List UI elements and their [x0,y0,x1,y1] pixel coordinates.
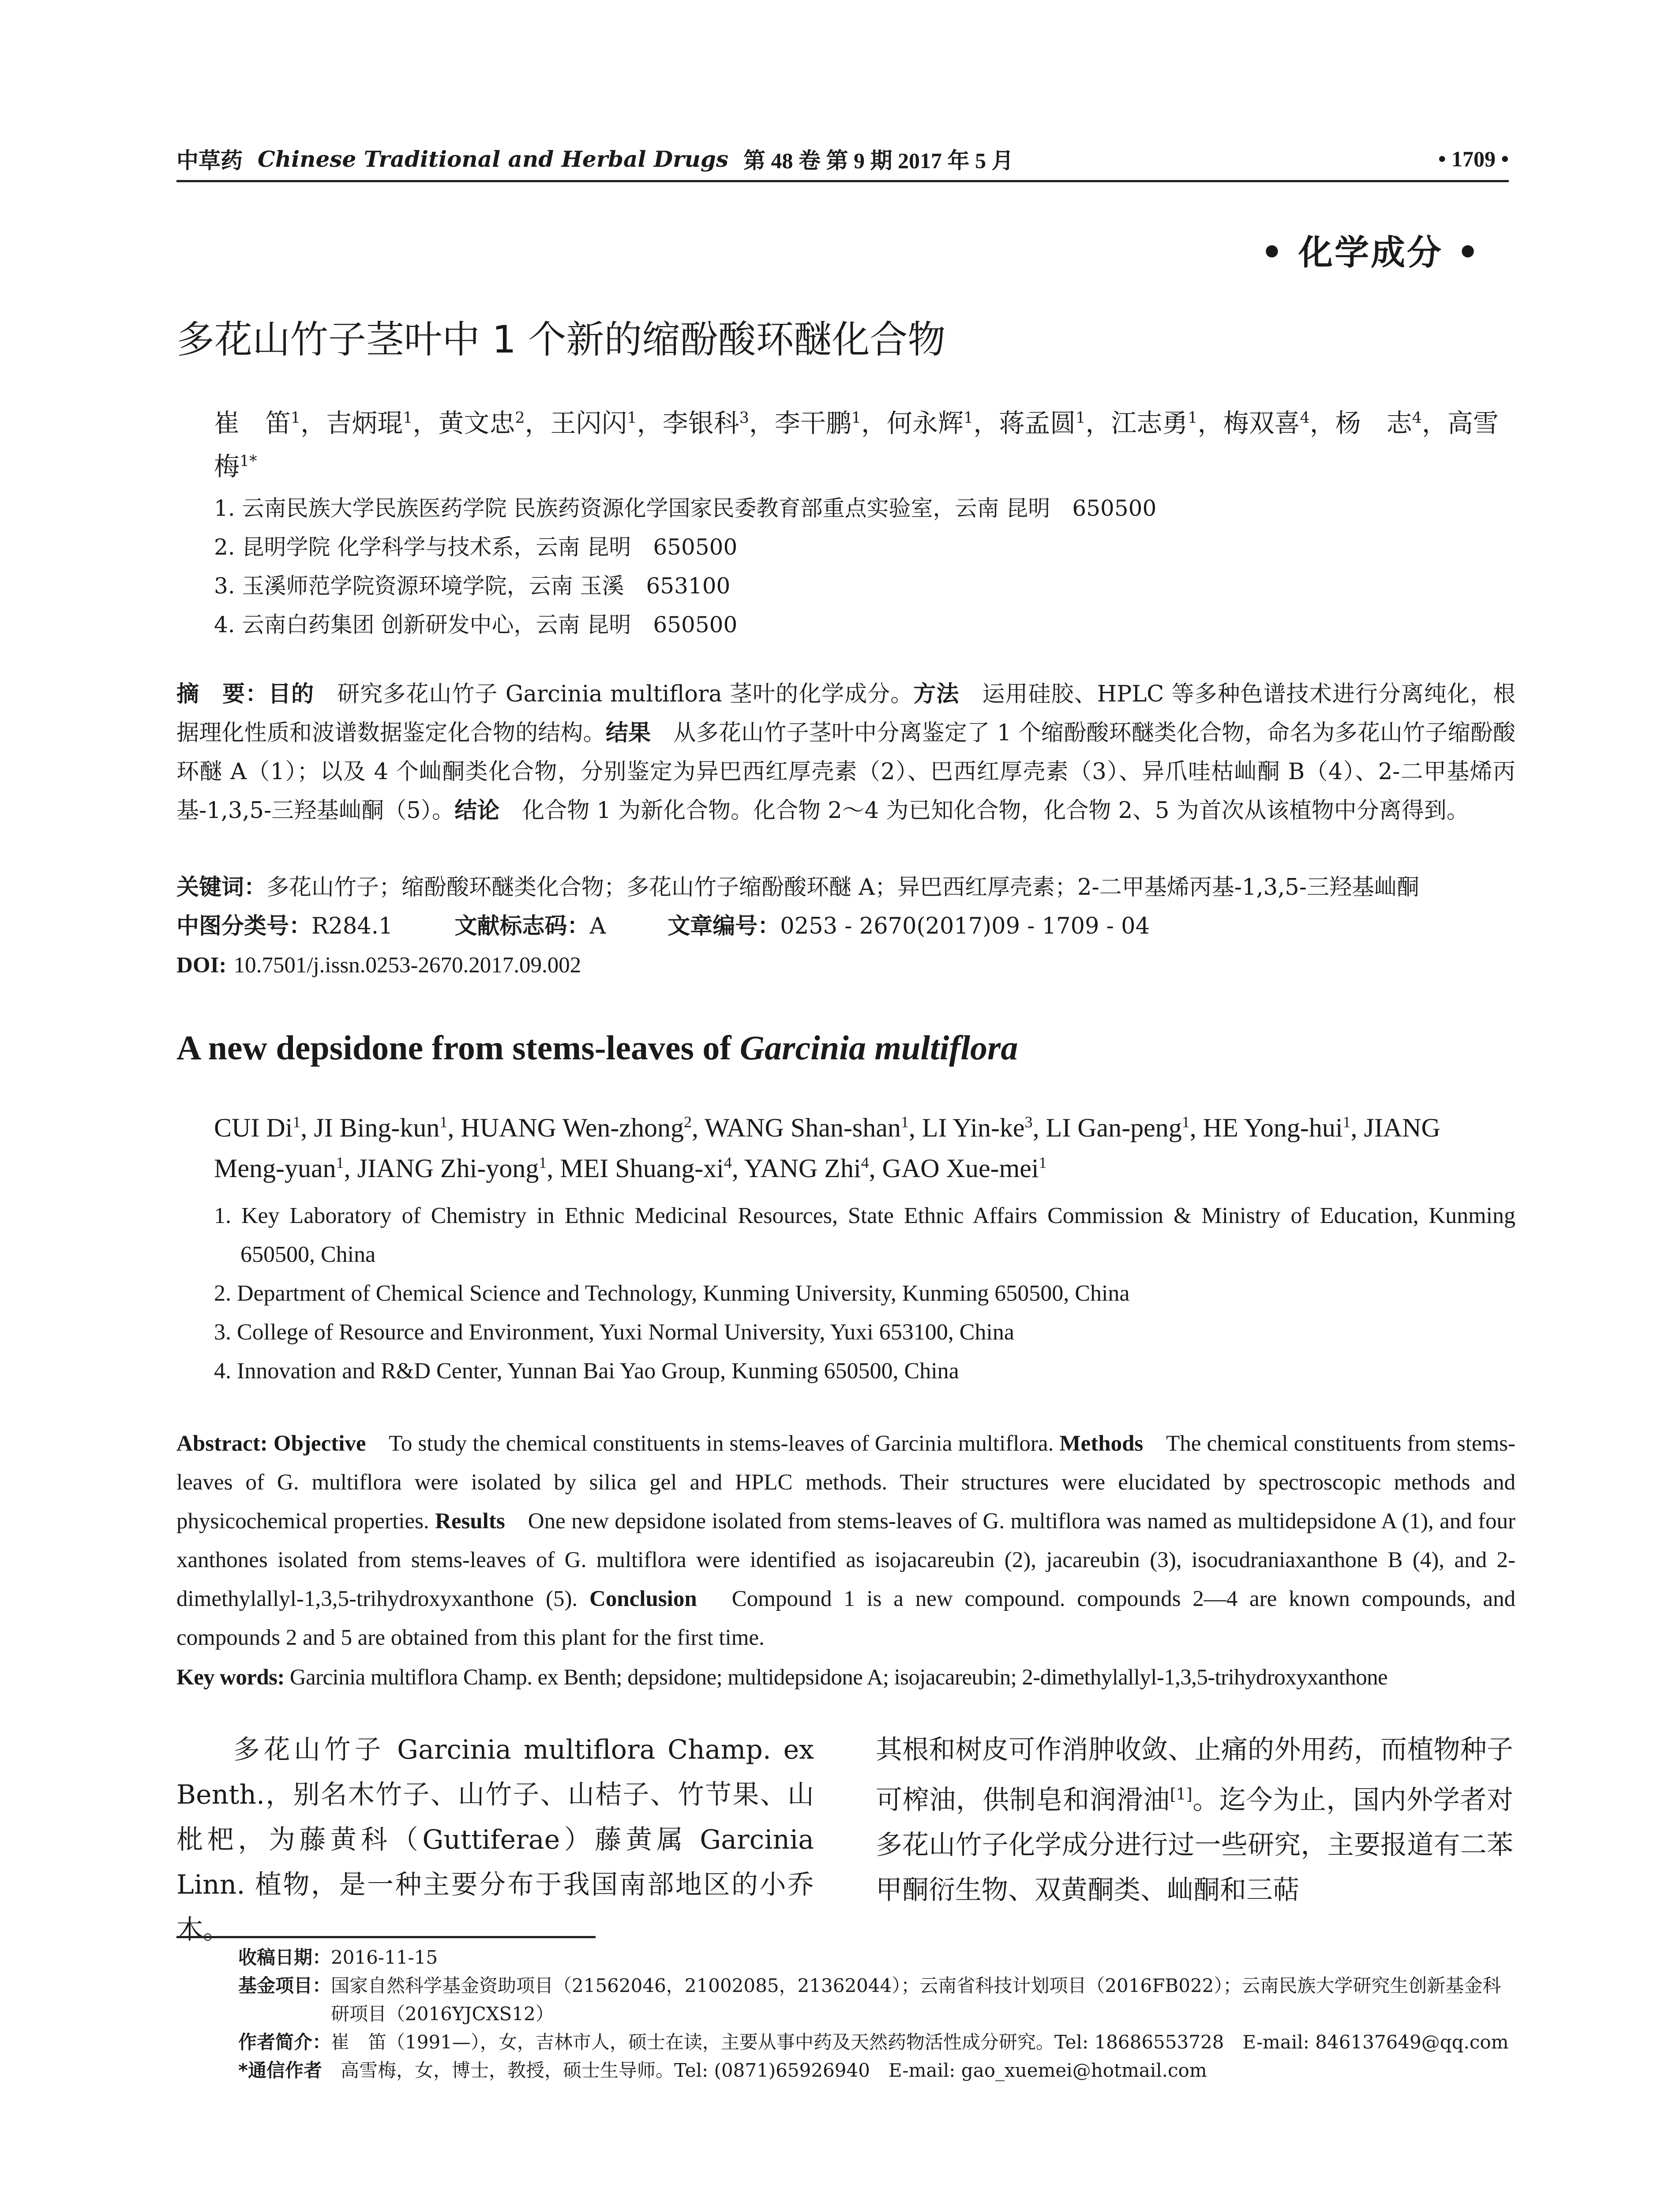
issue-info: 第 48 卷 第 9 期 2017 年 5 月 [743,148,1014,173]
objective-label: 目的 [268,681,315,707]
author-name: 杨 志 [1335,408,1412,438]
doc-code-value: A [589,913,606,939]
author-name: 高雪梅 [214,408,1499,481]
chinese-affiliations [214,489,1515,644]
clc-value: R284.1 [311,913,393,939]
en-keywords-value: Garcinia multiflora Champ. ex Benth; depsidone; multidepsidone A; isojacareubin; 2-dimethylallyl-1,3,5-trihydroxyxanthone [284,1665,1388,1690]
objective-text: 研究多花山竹子 Garcinia multiflora 茎叶的化学成分。 [314,681,914,707]
author-name: 吉炳琨 [326,408,403,438]
author-affiliation-mark: 4 [1412,409,1422,427]
body-text-right-cont: 。迄今为止，国内外学者对多花山竹子化学成分进行过一些研究，主要报道有二苯甲酮衍生物、双黄酮类、屾酮和三萜 [876,1785,1514,1906]
doi-value: 10.7501/j.issn.0253-2670.2017.09.002 [233,953,581,978]
author-affiliation-mark: 1 [900,1113,909,1131]
english-affiliation: 4. Innovation and R&D Center, Yunnan Bai Yao Group, Kunming 650500, China [214,1358,959,1384]
article-number-value: 0253 - 2670(2017)09 - 1709 - 04 [780,913,1150,939]
author-affiliation-mark: 1 [403,409,413,427]
author-name: 王闪闪 [550,408,627,438]
author-name: 崔 笛 [214,408,291,438]
chinese-meta [176,868,1515,985]
body-text-right: 其根和树皮可作消肿收敛、止痛的外用药，而植物种子可榨油，供制皂和润滑油 [876,1734,1513,1816]
author-affiliation-mark: 1 [1076,409,1086,427]
author-affiliation-mark: 1 [851,409,862,427]
body-text-left: 多花山竹子 Garcinia multiflora Champ. ex Benth.，别名木竹子、山竹子、山桔子、竹节果、山枇杷，为藤黄科（Guttiferae）藤黄属 Garcinia Linn. 植物，是一种主要分布于我国南部地区的小乔木。 [176,1734,814,1945]
english-title-text: A new depsidone from stems-leaves of [176,1028,740,1067]
classification-line [176,907,1515,946]
en-conclusion-label: Conclusion [589,1587,697,1611]
author-name: HE Yong-hui [1203,1113,1343,1142]
author-name: 李干鹏 [774,408,851,438]
en-results-label: Results [435,1509,505,1534]
english-title-species: Garcinia multiflora [739,1028,1018,1067]
body-column-left [176,1727,814,1952]
footnote-label: 收稿日期： [238,1947,331,1968]
footnote-label: 基金项目： [238,1975,331,1996]
running-header [176,138,1509,182]
en-abstract-label: Abstract: Objective [176,1431,366,1456]
chinese-affiliation: 2. 昆明学院 化学科学与技术系，云南 昆明 650500 [214,534,738,560]
reference-citation: [1] [1170,1786,1192,1804]
author-affiliation-mark: 1 [627,409,637,427]
author-name: 梅双喜 [1223,408,1300,438]
footnote-corresponding [238,2056,1518,2085]
author-name: YANG Zhi [744,1154,861,1183]
author-affiliation-mark: 1 [1039,1154,1047,1171]
footnote-value: 崔 笛（1991—），女，吉林市人，硕士在读，主要从事中药及天然药物活性成分研究。Tel: 18686553728 E-mail: 846137649@qq.com [331,2031,1509,2053]
author-affiliation-mark: 4 [724,1154,732,1171]
english-affiliations [214,1197,1515,1391]
doi-label: DOI: [176,953,227,978]
author-affiliation-mark: 3 [1024,1113,1033,1131]
author-affiliation-mark: 1 [336,1154,344,1171]
author-name: 蒋孟圆 [999,408,1076,438]
page-number: • 1709 • [1438,146,1509,171]
footnote-value: 国家自然科学基金资助项目（21562046，21002085，21362044）；云南省科技计划项目（2016FB022）；云南民族大学研究生创新基金科研项目（2016YJCXS12） [331,1975,1501,2025]
author-affiliation-mark: 1 [1188,409,1198,427]
english-affiliation: 3. College of Resource and Environment, Yuxi Normal University, Yuxi 653100, China [214,1320,1014,1345]
en-methods-label: Methods [1059,1431,1144,1456]
footnotes [238,1943,1518,2085]
author-affiliation-mark: 4 [861,1154,869,1171]
author-name: 黄文忠 [438,408,515,438]
author-affiliation-mark: 2 [515,409,525,427]
author-name: WANG Shan-shan [704,1113,901,1142]
chinese-abstract [176,675,1515,830]
author-name: 何永辉 [887,408,964,438]
en-keywords-label: Key words: [176,1665,285,1690]
results-label: 结果 [605,720,651,746]
keywords-label: 关键词： [176,874,267,900]
author-name: JI Bing-kun [314,1113,440,1142]
author-affiliation-mark: 1 [539,1154,547,1171]
author-name: 江志勇 [1111,408,1188,438]
author-affiliation-mark: 3 [739,409,749,427]
chinese-affiliation: 1. 云南民族大学民族医药学院 民族药资源化学国家民委教育部重点实验室，云南 昆明 650500 [214,495,1157,521]
chinese-affiliation: 3. 玉溪师范学院资源环境学院，云南 玉溪 653100 [214,573,731,599]
journal-en-name: Chinese Traditional and Herbal Drugs [258,146,728,172]
chinese-author-list: 崔 笛$^1$，吉炳琨$^1$，黄文忠$^2$，王闪闪$^1$，李银科$^3$，李干鹏$^1$，何永辉$^1$，蒋孟圆$^1$，江志勇$^1$，梅双喜$^4$，杨 志$^4$，高雪梅$^{1*}$ [214,408,1499,481]
footnote-received [238,1943,1518,1972]
methods-label: 方法 [913,681,960,707]
author-name: CUI Di [214,1113,293,1142]
footnote-funding [238,1972,1518,2028]
english-title [176,1028,1018,1068]
footnote-rule [176,1936,596,1938]
author-name: 李银科 [662,408,739,438]
doc-code-label: 文献标志码： [454,913,590,939]
author-affiliation-mark: 1 [964,409,974,427]
running-header-left [176,143,1013,175]
en-conclusion-text: Compound 1 is a new compound. compounds 2—4 are known compounds, and compounds 2 and 5 are obtained from this plant for the first time. [176,1587,1515,1650]
results-text: 从多花山竹子茎叶中分离鉴定了 1 个缩酚酸环醚类化合物，命名为多花山竹子缩酚酸环醚 A（1）；以及 4 个屾酮类化合物，分别鉴定为异巴西红厚壳素（2）、巴西红厚壳素（3）、异爪哇枯屾酮 B（4）、2-二甲基烯丙基-1,3,5-三羟基屾酮（5）。 [176,720,1515,824]
conclusion-label: 结论 [454,798,500,824]
english-author-list: CUI Di$^1$, JI Bing-kun$^1$, HUANG Wen-zhong$^2$, WANG Shan-shan$^1$, LI Yin-$ke^3$, LI Gan-peng$^1$, HE Yong-hui$^1$, JIANG Meng-yuan$^1$, JIANG Zhi-yong$^1$, MEI Shuang-$xi^4$, YANG Zhi$^4$, GAO Xue-mei$^1$ [214,1113,1440,1183]
author-affiliation-mark: 1 [291,409,301,427]
journal-cn-name: 中草药 [176,148,243,173]
author-affiliation-mark: 4 [1300,409,1310,427]
body-column-right [876,1727,1513,1913]
author-affiliation-mark: 2 [683,1113,692,1131]
section-tag: • 化学成分 • [1260,233,1481,273]
en-results-text: One new depsidone isolated from stems-leaves of G. multiflora was named as multidepsidone A (1), and four xanthones isolated from stems-leaves of G. multiflora were identified as isojacareubin (2), jacareubin (3), isocudraniaxanthone B (4), and 2-dimethylallyl-1,3,5-trihydroxyxanthone (5). [176,1509,1515,1611]
chinese-title: 多花山竹子茎叶中 1 个新的缩酚酸环醚化合物 [176,318,946,362]
author-affiliation-mark: 1 [1342,1113,1351,1131]
abstract-label: 摘 要： [176,681,269,707]
author-affiliation-mark: 1 [1181,1113,1190,1131]
en-objective-text: To study the chemical constituents in stems-leaves of Garcinia multiflora. [366,1431,1054,1456]
english-affiliation: 2. Department of Chemical Science and Technology, Kunming University, Kunming 650500, China [214,1281,1130,1306]
author-name: MEI Shuang-xi [560,1154,724,1183]
keywords-line [176,868,1515,907]
author-name: GAO Xue-mei [882,1154,1039,1183]
clc-label: 中图分类号： [176,913,312,939]
footnote-label: *通信作者 [238,2060,322,2081]
doi-line [176,946,1515,985]
author-affiliation-mark: 1* [240,452,257,470]
author-name: JIANG Meng-yuan [214,1113,1440,1183]
en-methods-text: The chemical constituents from stems-leaves of G. multiflora were isolated by silica gel and HPLC methods. Their structures were elucidated by spectroscopic methods and physicochemical properties. [176,1431,1515,1534]
english-keywords [176,1658,1544,1697]
author-affiliation-mark: 1 [439,1113,448,1131]
author-name: LI Yin-ke [922,1113,1025,1142]
chinese-affiliation: 4. 云南白药集团 创新研发中心，云南 昆明 650500 [214,612,738,638]
methods-text: 运用硅胶、HPLC 等多种色谱技术进行分离纯化，根据理化性质和波谱数据鉴定化合物的结构。 [176,681,1515,746]
article-number-label: 文章编号： [668,913,780,939]
footnote-value: 2016-11-15 [331,1947,438,1968]
footnote-label: 作者简介： [238,2031,331,2053]
footnote-author-bio [238,2028,1518,2056]
english-affiliation: 1. Key Laboratory of Chemistry in Ethnic Medicinal Resources, State Ethnic Affairs Commission & Ministry of Education, Kunming 650500, China [214,1203,1515,1267]
author-name: JIANG Zhi-yong [357,1154,539,1183]
author-name: LI Gan-peng [1046,1113,1182,1142]
english-abstract [176,1424,1515,1657]
keywords-value: 多花山竹子；缩酚酸环醚类化合物；多花山竹子缩酚酸环醚 A；异巴西红厚壳素；2-二甲基烯丙基-1,3,5-三羟基屾酮 [266,874,1419,900]
footnote-value: 高雪梅，女，博士，教授，硕士生导师。Tel: (0871)65926940 E-mail: gao_xuemei@hotmail.com [322,2060,1207,2081]
author-affiliation-mark: 1 [292,1113,301,1131]
conclusion-text: 化合物 1 为新化合物。化合物 2～4 为已知化合物，化合物 2、5 为首次从该植物中分离得到。 [499,798,1469,824]
author-name: HUANG Wen-zhong [461,1113,684,1142]
